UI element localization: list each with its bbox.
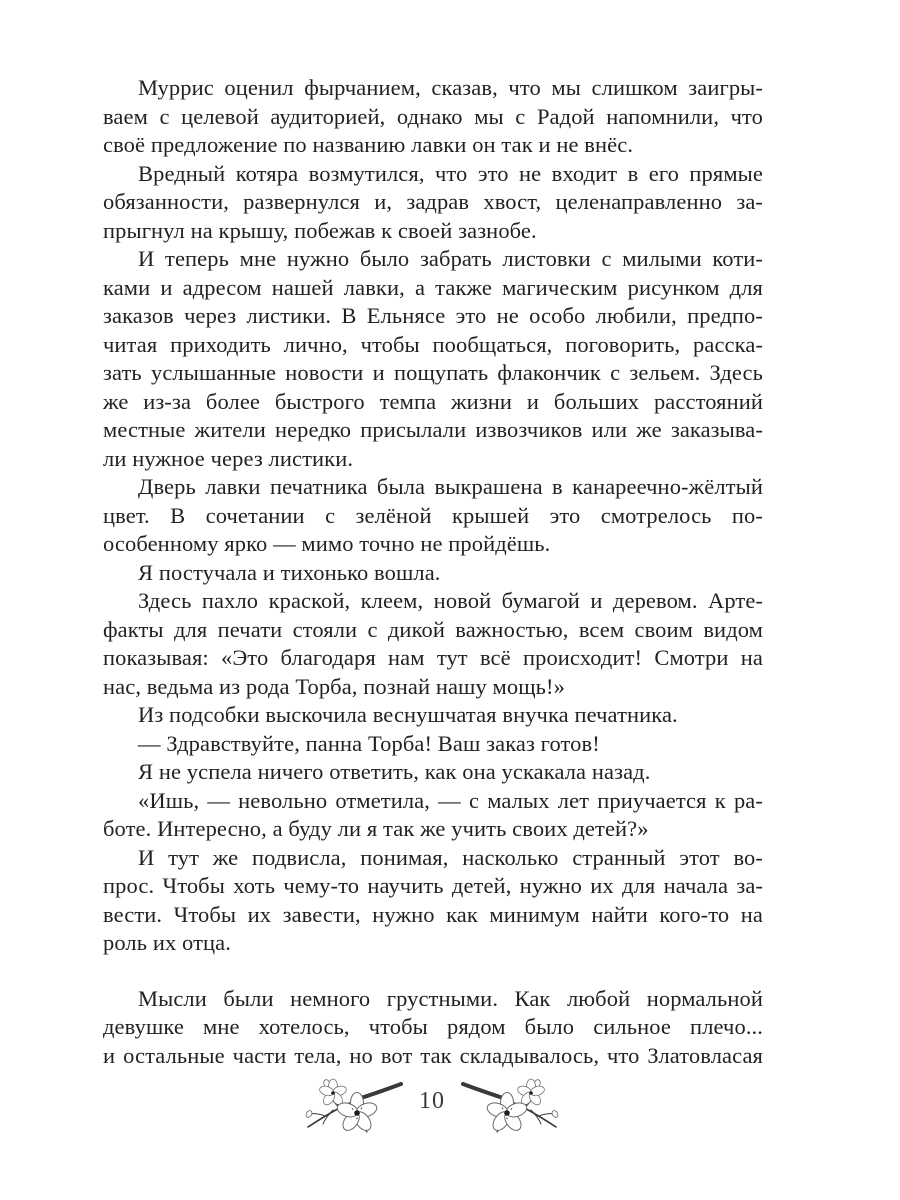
text-line: читая приходить лично, чтобы пообщаться, поговорить, расска- [103,331,763,357]
text-line: ваем с целевой аудиторией, однако мы с Радой напомнили, что [103,103,763,129]
text-line: Я постучала и тихонько вошла. [138,559,441,585]
paragraph [103,985,763,1071]
text-line: ли нужное через листики. [103,445,354,471]
text-line: обязанности, развернулся и, задрав хвост, целенаправленно за- [103,189,763,214]
paragraph [103,730,763,759]
paragraph [103,758,763,787]
text-line: показывая: «Это благодаря нам тут всё происходит! Смотри на [103,645,763,670]
blossom-branch-icon [303,1072,403,1138]
text-line: — Здравствуйте, панна Торба! Ваш заказ готов! [138,730,600,756]
paragraph [103,74,763,160]
text-line: Из подсобки выскочила веснушчатая внучка печатника. [138,702,678,727]
text-line: роль их отца. [103,930,231,955]
text-line: нас, ведьма из рода Торба, познай нашу мощь!» [103,673,565,699]
text-line: Я не успела ничего ответить, как она ускакала назад. [138,759,651,784]
text-line: факты для печати стояли с дикой важностью, всем своим видом [103,616,763,642]
paragraph [103,245,763,473]
paragraph [103,160,763,246]
text-line: местные жители нередко присылали извозчиков или же заказыва- [103,417,763,442]
text-line: И теперь мне нужно было забрать листовки с милыми коти- [138,246,763,271]
page-footer [0,1072,864,1138]
text-line: Муррис оценил фырчанием, сказав, что мы слишком заигры- [138,75,763,100]
text-line: вести. Чтобы их завести, нужно как минимум найти кого-то на [103,901,763,927]
text-line: Дверь лавки печатника была выкрашена в канареечно-жёлтый [138,474,763,499]
paragraph [103,473,763,559]
text-line: прос. Чтобы хоть чему-то научить детей, нужно их для начала за- [103,873,763,898]
text-line: прыгнул на крышу, побежав к своей зазнобе. [103,217,537,243]
paragraph [103,587,763,701]
page-number: 10 [419,1087,445,1114]
text-line: Вредный котяра возмутился, что это не входит в его прямые [138,160,763,186]
page-text [103,74,763,1070]
text-line: заказов через листики. В Ельнясе это не особо любили, предпо- [103,303,763,328]
text-line: и остальные части тела, но вот так складывалось, что Златовласая [103,1042,763,1068]
blossom-branch-icon [461,1072,561,1138]
text-line: ками и адресом нашей лавки, а также магическим рисунком для [103,274,763,300]
text-line: И тут же подвисла, понимая, насколько странный этот во- [138,844,763,870]
paragraph [103,559,763,588]
text-line: особенному ярко — мимо точно не пройдёшь. [103,531,551,556]
text-line: девушке мне хотелось, чтобы рядом было сильное плечо... [103,1014,763,1039]
paragraph [103,787,763,844]
text-line: же из-за более быстрого темпа жизни и больших расстояний [103,388,763,414]
text-line: цвет. В сочетании с зелёной крышей это смотрелось по- [103,502,763,528]
text-line: своё предложение по названию лавки он так и не внёс. [103,132,634,157]
text-line: Мысли были немного грустными. Как любой нормальной [138,985,763,1011]
paragraph [103,701,763,730]
text-line: боте. Интересно, а буду ли я так же учить своих детей?» [103,816,649,841]
text-line: зать услышанные новости и пощупать флакончик с зельем. Здесь [103,360,763,385]
text-line: Здесь пахло краской, клеем, новой бумагой и деревом. Арте- [138,588,763,613]
text-line: «Ишь, — невольно отметила, — с малых лет приучается к ра- [138,787,763,813]
paragraph [103,844,763,958]
